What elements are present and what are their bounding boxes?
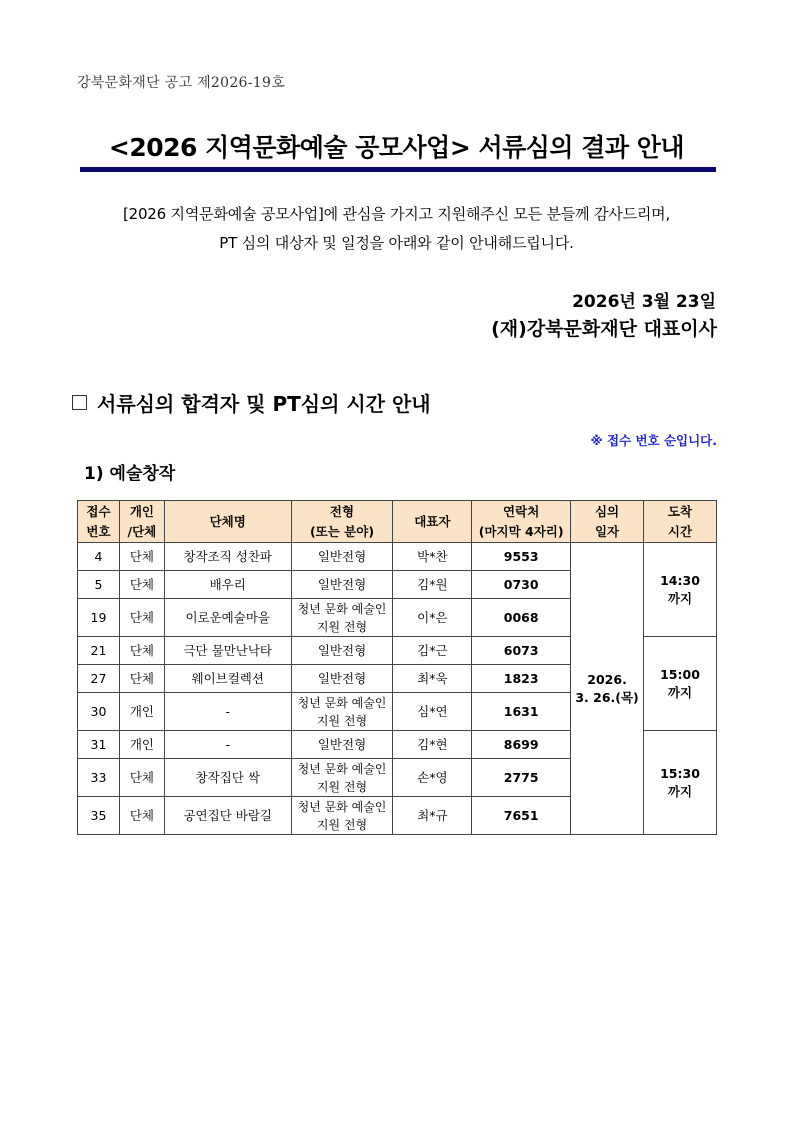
notice-date: 2026년 3월 23일 [572, 292, 716, 312]
intro-line-1: [2026 지역문화예술 공모사업]에 관심을 가지고 지원해주신 모든 분들께 감사드리며, [122, 205, 671, 223]
cell-type: 단체 [119, 543, 164, 571]
cell-track: 일반전형 [291, 731, 393, 759]
intro-text [0, 200, 793, 258]
cell-group: 이로운예술마을 [164, 599, 291, 637]
cell-contact: 9553 [472, 543, 571, 571]
cell-arrival-slot-2: 15:00 까지 [644, 637, 717, 731]
cell-type: 단체 [119, 637, 164, 665]
cell-no: 30 [78, 693, 120, 731]
cell-track: 일반전형 [291, 543, 393, 571]
cell-rep: 심*연 [393, 693, 472, 731]
cell-contact: 6073 [472, 637, 571, 665]
cell-group: 창작집단 싹 [164, 759, 291, 797]
cell-contact: 1631 [472, 693, 571, 731]
cell-contact: 7651 [472, 797, 571, 835]
cell-group: 창작조직 성찬파 [164, 543, 291, 571]
cell-no: 21 [78, 637, 120, 665]
cell-no: 5 [78, 571, 120, 599]
header-receipt-no: 접수 번호 [78, 501, 120, 543]
cell-contact: 0730 [472, 571, 571, 599]
table-header-row [78, 501, 717, 543]
cell-rep: 박*찬 [393, 543, 472, 571]
cell-group: 배우리 [164, 571, 291, 599]
cell-no: 31 [78, 731, 120, 759]
cell-rep: 김*현 [393, 731, 472, 759]
cell-group: - [164, 731, 291, 759]
section-heading [72, 388, 431, 417]
cell-no: 33 [78, 759, 120, 797]
cell-type: 단체 [119, 797, 164, 835]
cell-group: 극단 물만난낙타 [164, 637, 291, 665]
cell-rep: 최*욱 [393, 665, 472, 693]
notice-number: 강북문화재단 공고 제2026-19호 [77, 75, 286, 91]
cell-rep: 김*원 [393, 571, 472, 599]
header-contact: 연락처 (마지막 4자리) [472, 501, 571, 543]
header-applicant-type: 개인 /단체 [119, 501, 164, 543]
cell-track: 청년 문화 예술인 지원 전형 [291, 599, 393, 637]
section-title: 서류심의 합격자 및 PT심의 시간 안내 [97, 392, 431, 416]
cell-no: 19 [78, 599, 120, 637]
cell-contact: 2775 [472, 759, 571, 797]
cell-no: 35 [78, 797, 120, 835]
header-review-date: 심의 일자 [571, 501, 644, 543]
intro-line-2: PT 심의 대상자 및 일정을 아래와 같이 안내해드립니다. [219, 234, 574, 252]
cell-rep: 김*근 [393, 637, 472, 665]
table-row [78, 543, 717, 571]
header-track: 전형 (또는 분야) [291, 501, 393, 543]
cell-type: 단체 [119, 665, 164, 693]
cell-type: 단체 [119, 599, 164, 637]
subsection-heading: 1) 예술창작 [84, 464, 176, 484]
cell-contact: 0068 [472, 599, 571, 637]
signer: (재)강북문화재단 대표이사 [491, 318, 717, 340]
cell-track: 일반전형 [291, 637, 393, 665]
results-table [77, 500, 717, 835]
cell-track: 청년 문화 예술인 지원 전형 [291, 693, 393, 731]
cell-track: 청년 문화 예술인 지원 전형 [291, 797, 393, 835]
cell-track: 일반전형 [291, 571, 393, 599]
cell-group: 공연집단 바람길 [164, 797, 291, 835]
cell-track: 일반전형 [291, 665, 393, 693]
cell-type: 개인 [119, 731, 164, 759]
cell-type: 개인 [119, 693, 164, 731]
cell-no: 4 [78, 543, 120, 571]
cell-rep: 손*영 [393, 759, 472, 797]
cell-group: - [164, 693, 291, 731]
cell-track: 청년 문화 예술인 지원 전형 [291, 759, 393, 797]
cell-group: 웨이브컬렉션 [164, 665, 291, 693]
cell-contact: 1823 [472, 665, 571, 693]
cell-arrival-slot-3: 15:30 까지 [644, 731, 717, 835]
cell-no: 27 [78, 665, 120, 693]
page-title: <2026 지역문화예술 공모사업> 서류심의 결과 안내 [108, 133, 685, 162]
header-representative: 대표자 [393, 501, 472, 543]
cell-rep: 이*은 [393, 599, 472, 637]
cell-review-date: 2026. 3. 26.(목) [571, 543, 644, 835]
cell-arrival-slot-1: 14:30 까지 [644, 543, 717, 637]
checkbox-icon [72, 395, 87, 410]
cell-type: 단체 [119, 759, 164, 797]
title-underline [80, 167, 716, 172]
cell-type: 단체 [119, 571, 164, 599]
order-note: ※ 접수 번호 순입니다. [590, 433, 717, 448]
header-arrival-time: 도착 시간 [644, 501, 717, 543]
header-group-name: 단체명 [164, 501, 291, 543]
cell-rep: 최*규 [393, 797, 472, 835]
cell-contact: 8699 [472, 731, 571, 759]
